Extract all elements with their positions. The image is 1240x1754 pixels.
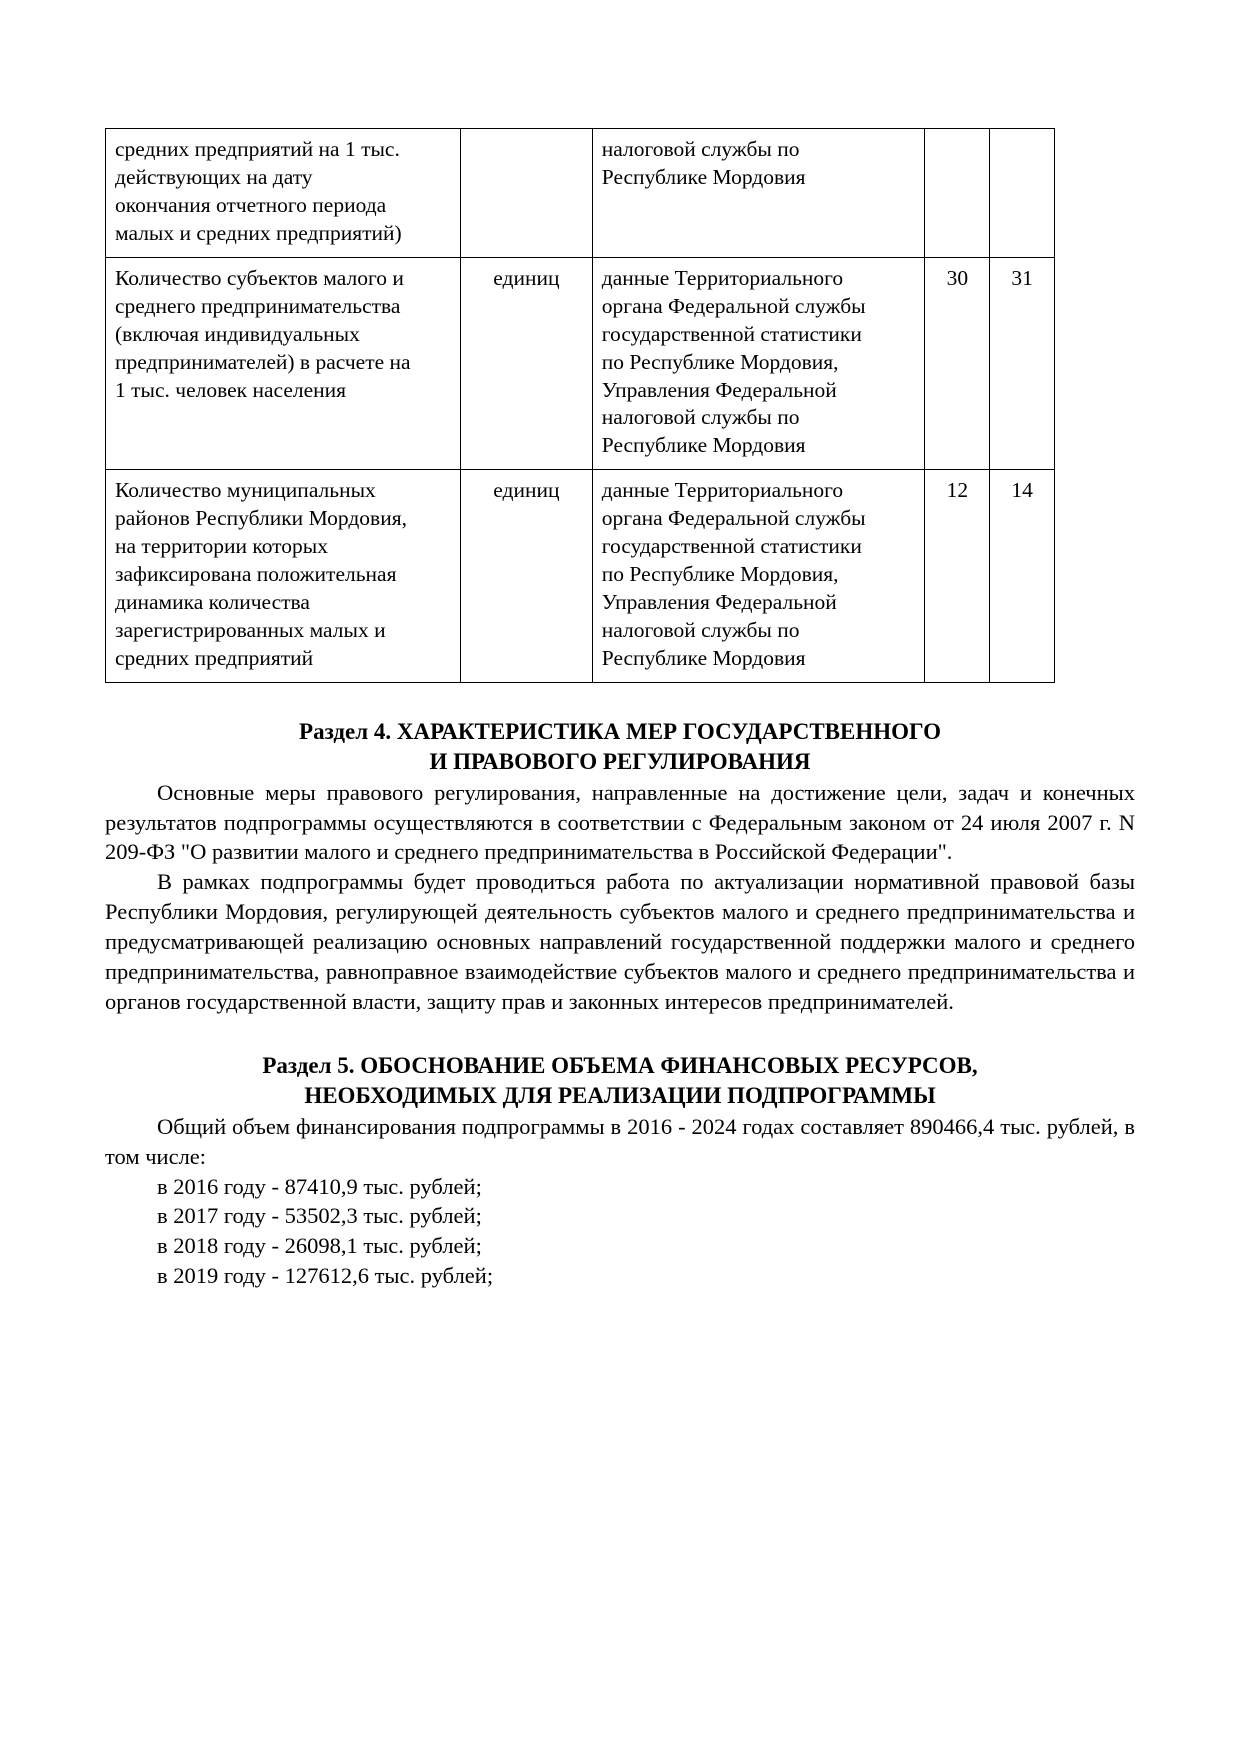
funding-item-2018: в 2018 году - 26098,1 тыс. рублей; bbox=[157, 1233, 482, 1259]
cell-text-line: средних предприятий bbox=[115, 645, 314, 670]
cell-indicator bbox=[106, 470, 461, 683]
cell-text-line: Республике Мордовия bbox=[601, 433, 806, 458]
cell-text-line: (включая индивидуальных bbox=[115, 321, 360, 346]
cell-text-line: зафиксирована положительная bbox=[115, 562, 397, 587]
section-5-heading bbox=[105, 1051, 1135, 1112]
cell-text-line: динамика количества bbox=[115, 590, 310, 615]
cell-indicator bbox=[106, 129, 461, 258]
cell-unit: единиц bbox=[461, 470, 593, 683]
heading-line-2: НЕОБХОДИМЫХ ДЛЯ РЕАЛИЗАЦИИ ПОДПРОГРАММЫ bbox=[304, 1083, 936, 1109]
cell-text-line: налоговой службы по bbox=[601, 618, 800, 642]
cell-value-2 bbox=[990, 129, 1055, 258]
indicators-table-body bbox=[106, 129, 1055, 683]
cell-value-1: 30 bbox=[925, 257, 990, 470]
table-row bbox=[106, 129, 1055, 258]
section-5-heading-block bbox=[105, 1051, 1135, 1112]
cell-text-line: зарегистрированных малых и bbox=[115, 618, 386, 642]
cell-text-line: Республике Мордовия bbox=[601, 645, 806, 670]
cell-text-line: по Республике Мордовия, bbox=[601, 349, 839, 374]
indicators-table bbox=[105, 128, 1055, 683]
cell-source bbox=[592, 257, 925, 470]
cell-text-line: районов Республики Мордовия, bbox=[115, 506, 407, 531]
cell-text-line: Управления Федеральной bbox=[601, 590, 837, 615]
table-row bbox=[106, 257, 1055, 470]
funding-item-2017: в 2017 году - 53502,3 тыс. рублей; bbox=[157, 1203, 482, 1229]
cell-text-line: Количество субъектов малого и bbox=[115, 265, 404, 290]
cell-indicator bbox=[106, 257, 461, 470]
cell-text-line: налоговой службы по bbox=[601, 405, 800, 430]
funding-item-2019: в 2019 году - 127612,6 тыс. рублей; bbox=[157, 1263, 494, 1289]
cell-value-2: 31 bbox=[990, 257, 1055, 470]
cell-text-line: данные Территориального bbox=[601, 478, 844, 503]
heading-line-1: Раздел 4. ХАРАКТЕРИСТИКА МЕР ГОСУДАРСТВЕННОГО bbox=[299, 718, 941, 744]
cell-text-line: предпринимателей) в расчете на bbox=[115, 349, 411, 374]
section-4-paragraph-2: В рамках подпрограммы будет проводиться работа по актуализации нормативной правовой базы Республики Мордовия, регулирующей деятельность субъектов малого и среднего предпринимательства и предусматривающей реализацию основных направлений государственной поддержки малого и среднего предпринимательства, равноправное взаимодействие субъектов малого и среднего предпринимательства и органов государственной власти, защиту прав и законных интересов предпринимателей. bbox=[105, 869, 1135, 1015]
cell-text-line: средних предприятий на 1 тыс. bbox=[115, 137, 400, 161]
heading-line-1: Раздел 5. ОБОСНОВАНИЕ ОБЪЕМА ФИНАНСОВЫХ РЕСУРСОВ, bbox=[262, 1052, 978, 1078]
cell-unit: единиц bbox=[461, 257, 593, 470]
cell-text-line: действующих на дату bbox=[115, 164, 313, 189]
table-row bbox=[106, 470, 1055, 683]
cell-value-1 bbox=[925, 129, 990, 258]
cell-text-line: 1 тыс. человек населения bbox=[115, 377, 347, 402]
cell-text-line: малых и средних предприятий) bbox=[115, 220, 402, 245]
heading-line-2: И ПРАВОВОГО РЕГУЛИРОВАНИЯ bbox=[429, 749, 811, 775]
cell-text-line: окончания отчетного периода bbox=[115, 192, 387, 217]
cell-text-line: государственной статистики bbox=[601, 321, 862, 346]
cell-text-line: Управления Федеральной bbox=[601, 377, 837, 402]
cell-unit bbox=[461, 129, 593, 258]
section-4-paragraph-1: Основные меры правового регулирования, направленные на достижение цели, задач и конечных результатов подпрограммы осуществляются в соответствии с Федеральным законом от 24 июля 2007 г. N 209-ФЗ "О развитии малого и среднего предпринимательства в Российской Федерации". bbox=[105, 779, 1135, 865]
cell-text-line: органа Федеральной службы bbox=[601, 293, 866, 318]
cell-value-2: 14 bbox=[990, 470, 1055, 683]
cell-text-line: государственной статистики bbox=[601, 534, 862, 559]
section-4-heading bbox=[105, 717, 1135, 778]
cell-text-line: Республике Мордовия bbox=[601, 164, 806, 189]
cell-text-line: среднего предпринимательства bbox=[115, 293, 401, 318]
cell-source bbox=[592, 470, 925, 683]
section-5-intro-paragraph: Общий объем финансирования подпрограммы в 2016 - 2024 годах составляет 890466,4 тыс. рублей, в том числе: bbox=[105, 1113, 1135, 1169]
cell-text-line: органа Федеральной службы bbox=[601, 506, 866, 531]
funding-item-2016: в 2016 году - 87410,9 тыс. рублей; bbox=[157, 1173, 482, 1199]
cell-text-line: Количество муниципальных bbox=[115, 478, 376, 503]
cell-source bbox=[592, 129, 925, 258]
cell-value-1: 12 bbox=[925, 470, 990, 683]
cell-text-line: на территории которых bbox=[115, 534, 328, 559]
cell-text-line: данные Территориального bbox=[601, 265, 844, 290]
cell-text-line: налоговой службы по bbox=[601, 137, 800, 161]
section-4-heading-block bbox=[105, 717, 1135, 778]
cell-text-line: по Республике Мордовия, bbox=[601, 562, 839, 587]
